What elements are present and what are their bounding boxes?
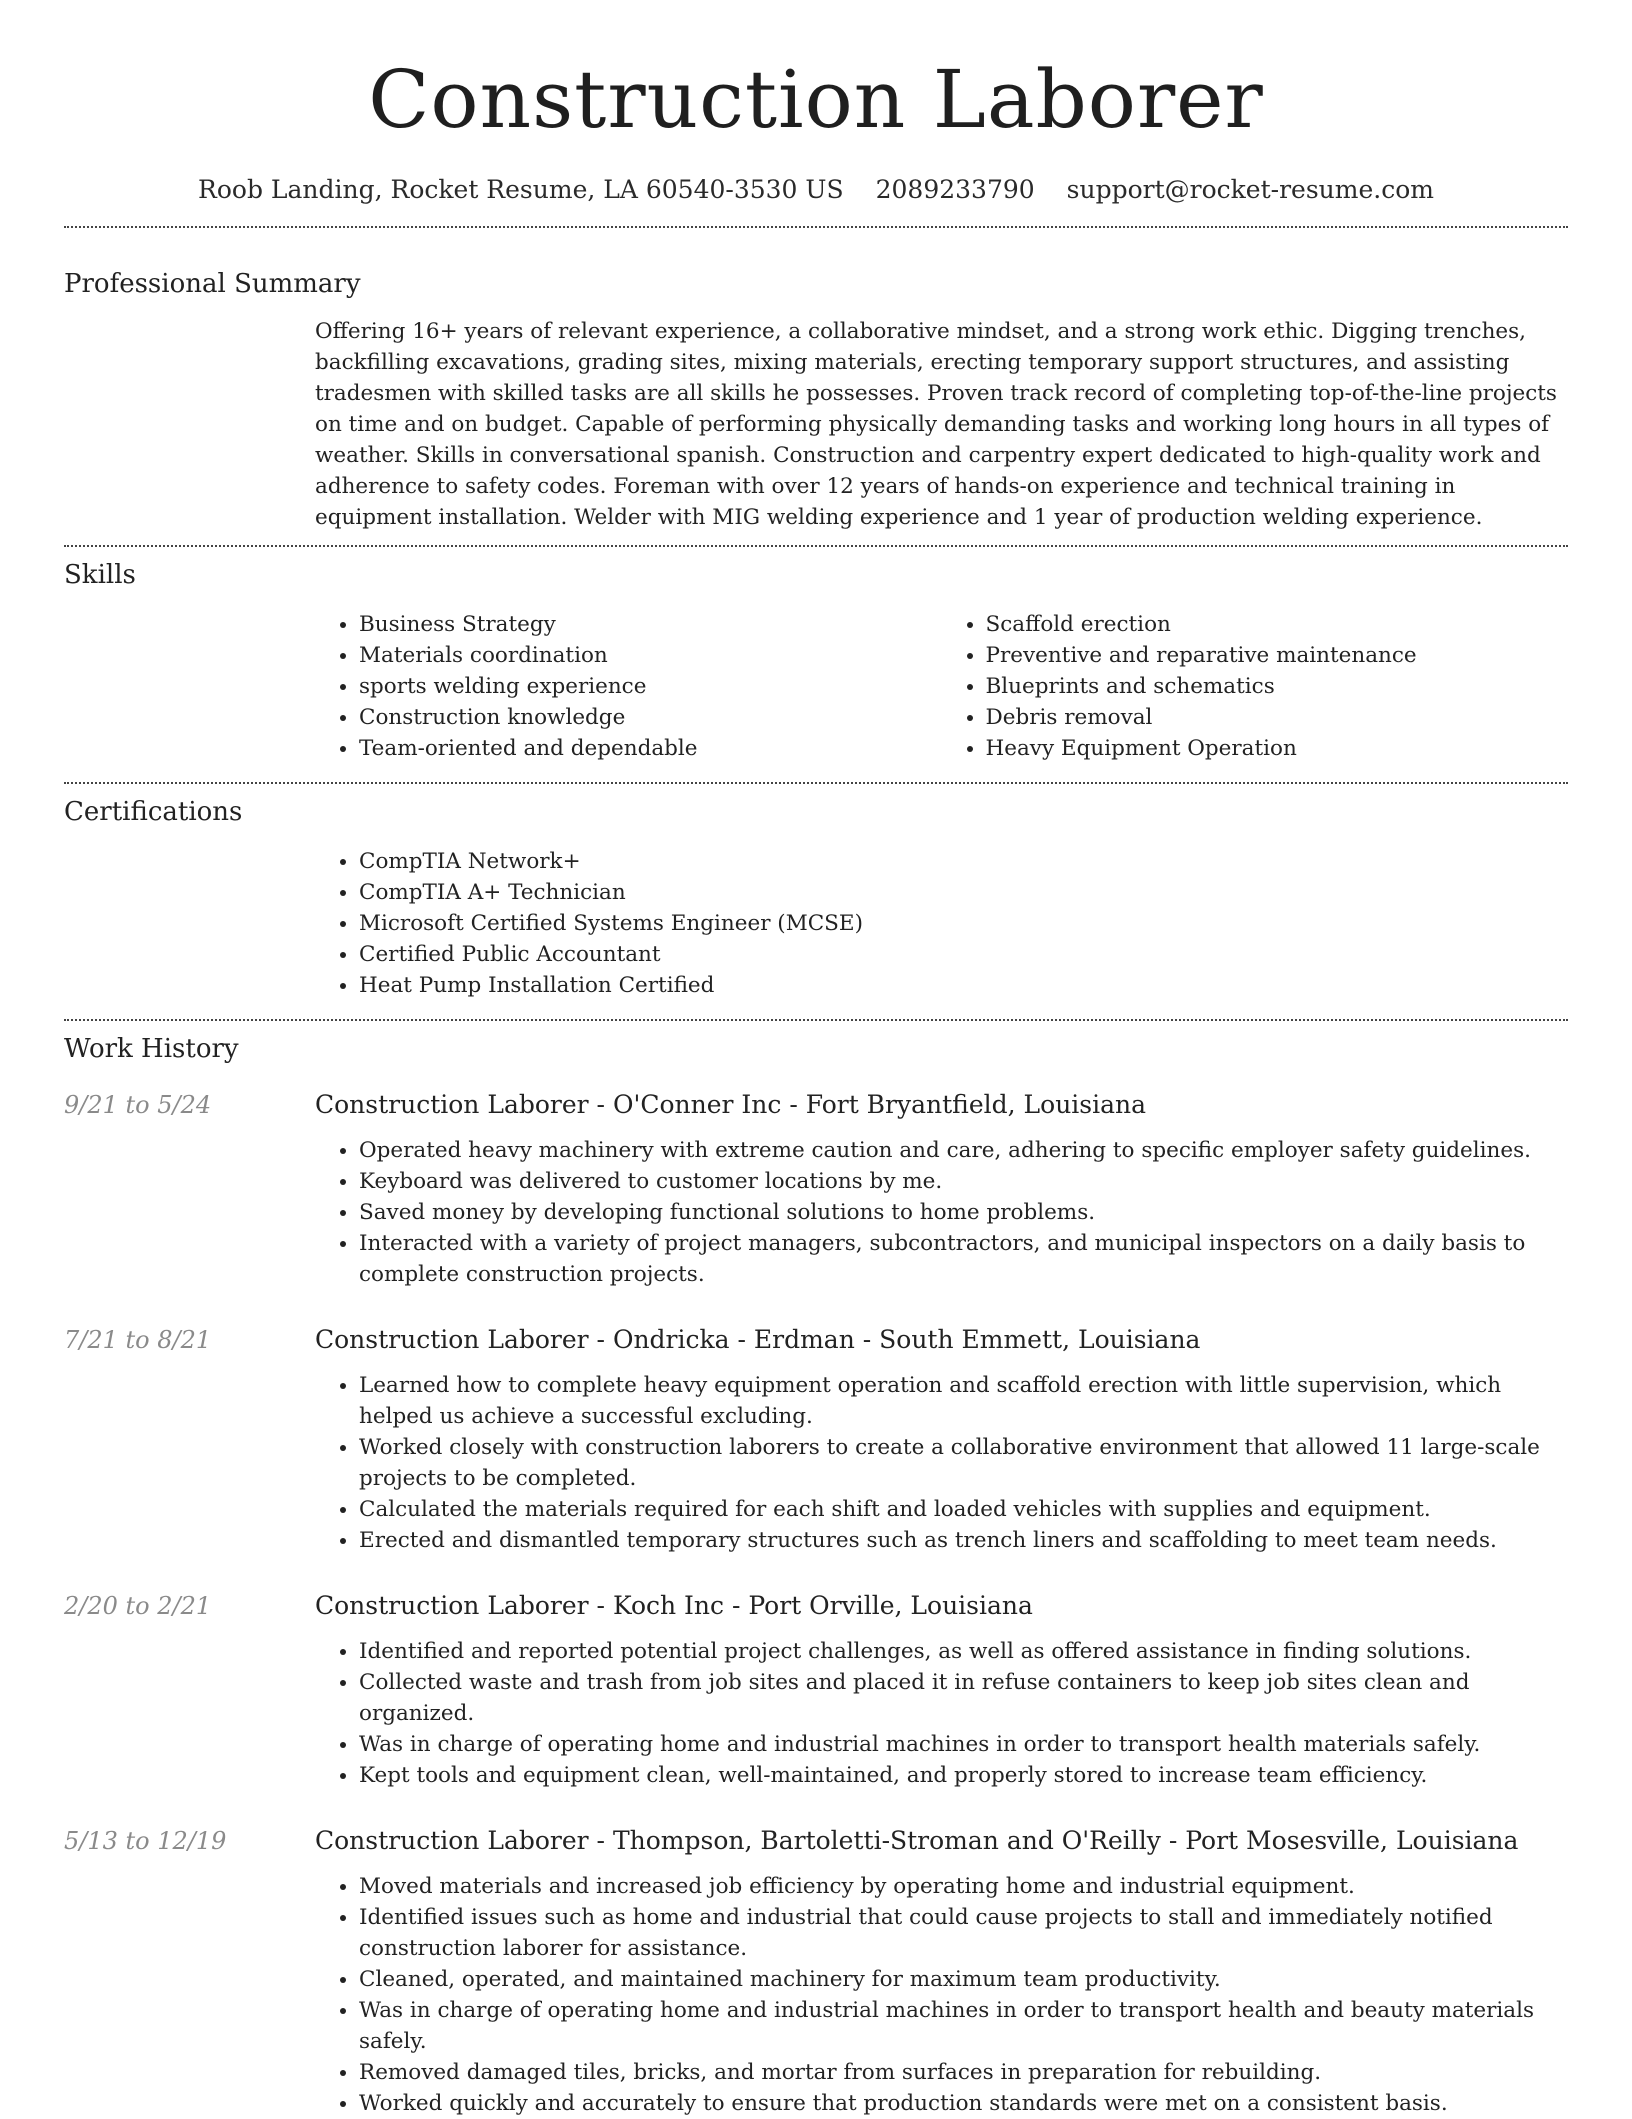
header-divider (64, 226, 1568, 228)
list-item: • Blueprints and schematics (986, 671, 1569, 702)
job-bullets (315, 1871, 1568, 2119)
list-item: • Preventive and reparative maintenance (986, 640, 1569, 671)
job-bullets (315, 1636, 1568, 1791)
job-dates: 5/13 to 12/19 (64, 1827, 227, 1855)
list-item: • Keyboard was delivered to customer locations by me. (359, 1166, 1568, 1197)
job-entry (64, 1324, 1568, 1556)
list-item: • Debris removal (986, 702, 1569, 733)
list-item: • Heat Pump Installation Certified (359, 970, 1568, 1001)
list-item: • Operated heavy machinery with extreme caution and care, adhering to specific employer safety guidelines. (359, 1135, 1568, 1166)
list-item: • Collected waste and trash from job sites and placed it in refuse containers to keep job sites clean and organized. (359, 1667, 1568, 1729)
job-dates: 2/20 to 2/21 (64, 1592, 212, 1620)
work-history-section (64, 1033, 1568, 2119)
section-divider (64, 1019, 1568, 1021)
contact-phone: 2089233790 (875, 175, 1035, 204)
list-item: • Team-oriented and dependable (359, 733, 942, 764)
job-dates: 9/21 to 5/24 (64, 1091, 212, 1119)
job-entry (64, 1825, 1568, 2119)
skills-columns (315, 609, 1568, 782)
section-divider (64, 545, 1568, 547)
job-heading: Construction Laborer - O'Conner Inc - Fort Bryantfield, Louisiana (315, 1090, 1147, 1119)
list-item: • Worked closely with construction laborers to create a collaborative environment that allowed 11 large-scale projects to be completed. (359, 1432, 1568, 1494)
list-item: • Was in charge of operating home and industrial machines in order to transport health materials safely. (359, 1729, 1568, 1760)
job-heading: Construction Laborer - Koch Inc - Port Orville, Louisiana (315, 1591, 1033, 1620)
job-heading: Construction Laborer - Ondricka - Erdman - South Emmett, Louisiana (315, 1325, 1201, 1354)
summary-text: Offering 16+ years of relevant experience, a collaborative mindset, and a strong work ethic. Digging trenches, backfilling excavations, grading sites, mixing materials, erecting temporary support structures, and assisting tradesmen with skilled tasks are all skills he possesses. Proven track record of completing top-of-the-line projects on time and on budget. Capable of performing physically demanding tasks and working long hours in all types of weather. Skills in conversational spanish. Construction and carpentry expert dedicated to high-quality work and adherence to safety codes. Foreman with over 12 years of hands-on experience and technical training in equipment installation. Welder with MIG welding experience and 1 year of production welding experience. (315, 319, 1557, 530)
list-item: • Erected and dismantled temporary structures such as trench liners and scaffolding to meet team needs. (359, 1525, 1568, 1556)
list-item: • Removed damaged tiles, bricks, and mortar from surfaces in preparation for rebuilding. (359, 2057, 1568, 2088)
list-item: • Heavy Equipment Operation (986, 733, 1569, 764)
job-entry (64, 1590, 1568, 1791)
list-item: • Business Strategy (359, 609, 942, 640)
certifications-section (64, 796, 1568, 1019)
list-item: • Worked quickly and accurately to ensure that production standards were met on a consistent basis. (359, 2088, 1568, 2119)
list-item: • Microsoft Certified Systems Engineer (MCSE) (359, 908, 1568, 939)
job-dates: 7/21 to 8/21 (64, 1326, 212, 1354)
list-item: • Cleaned, operated, and maintained machinery for maximum team productivity. (359, 1964, 1568, 1995)
list-item: • Moved materials and increased job efficiency by operating home and industrial equipment. (359, 1871, 1568, 1902)
contact-address: Roob Landing, Rocket Resume, LA 60540-3530 US (198, 175, 844, 204)
list-item: • Construction knowledge (359, 702, 942, 733)
list-item: • Materials coordination (359, 640, 942, 671)
job-bullets (315, 1370, 1568, 1556)
list-item: • CompTIA Network+ (359, 846, 1568, 877)
skills-title: Skills (64, 560, 136, 590)
resume-page (64, 0, 1568, 2119)
skills-section (64, 559, 1568, 782)
list-item: • Kept tools and equipment clean, well-maintained, and properly stored to increase team efficiency. (359, 1760, 1568, 1791)
summary-title: Professional Summary (64, 269, 361, 299)
list-item: • Saved money by developing functional solutions to home problems. (359, 1197, 1568, 1228)
contact-email: support@rocket-resume.com (1066, 175, 1434, 204)
list-item: • Scaffold erection (986, 609, 1569, 640)
skills-list-right (942, 609, 1569, 764)
section-divider (64, 782, 1568, 784)
resume-title: Construction Laborer (368, 53, 1264, 146)
certifications-list (315, 846, 1568, 1001)
job-heading: Construction Laborer - Thompson, Bartoletti-Stroman and O'Reilly - Port Mosesville, Louisiana (315, 1826, 1519, 1855)
list-item: • Calculated the materials required for each shift and loaded vehicles with supplies and equipment. (359, 1494, 1568, 1525)
list-item: • Certified Public Accountant (359, 939, 1568, 970)
list-item: • CompTIA A+ Technician (359, 877, 1568, 908)
certifications-title: Certifications (64, 797, 243, 827)
list-item: • Identified issues such as home and industrial that could cause projects to stall and immediately notified construction laborer for assistance. (359, 1902, 1568, 1964)
job-bullets (315, 1135, 1568, 1290)
list-item: • Interacted with a variety of project managers, subcontractors, and municipal inspectors on a daily basis to complete construction projects. (359, 1228, 1568, 1290)
contact-line (64, 174, 1568, 206)
certifications-body (315, 846, 1568, 1019)
list-item: • Learned how to complete heavy equipment operation and scaffold erection with little supervision, which helped us achieve a successful excluding. (359, 1370, 1568, 1432)
job-entry (64, 1089, 1568, 1290)
summary-section (64, 268, 1568, 545)
list-item: • Was in charge of operating home and industrial machines in order to transport health and beauty materials safely. (359, 1995, 1568, 2057)
skills-list-left (315, 609, 942, 764)
list-item: • Identified and reported potential project challenges, as well as offered assistance in finding solutions. (359, 1636, 1568, 1667)
work-history-title: Work History (64, 1034, 239, 1064)
list-item: • sports welding experience (359, 671, 942, 702)
